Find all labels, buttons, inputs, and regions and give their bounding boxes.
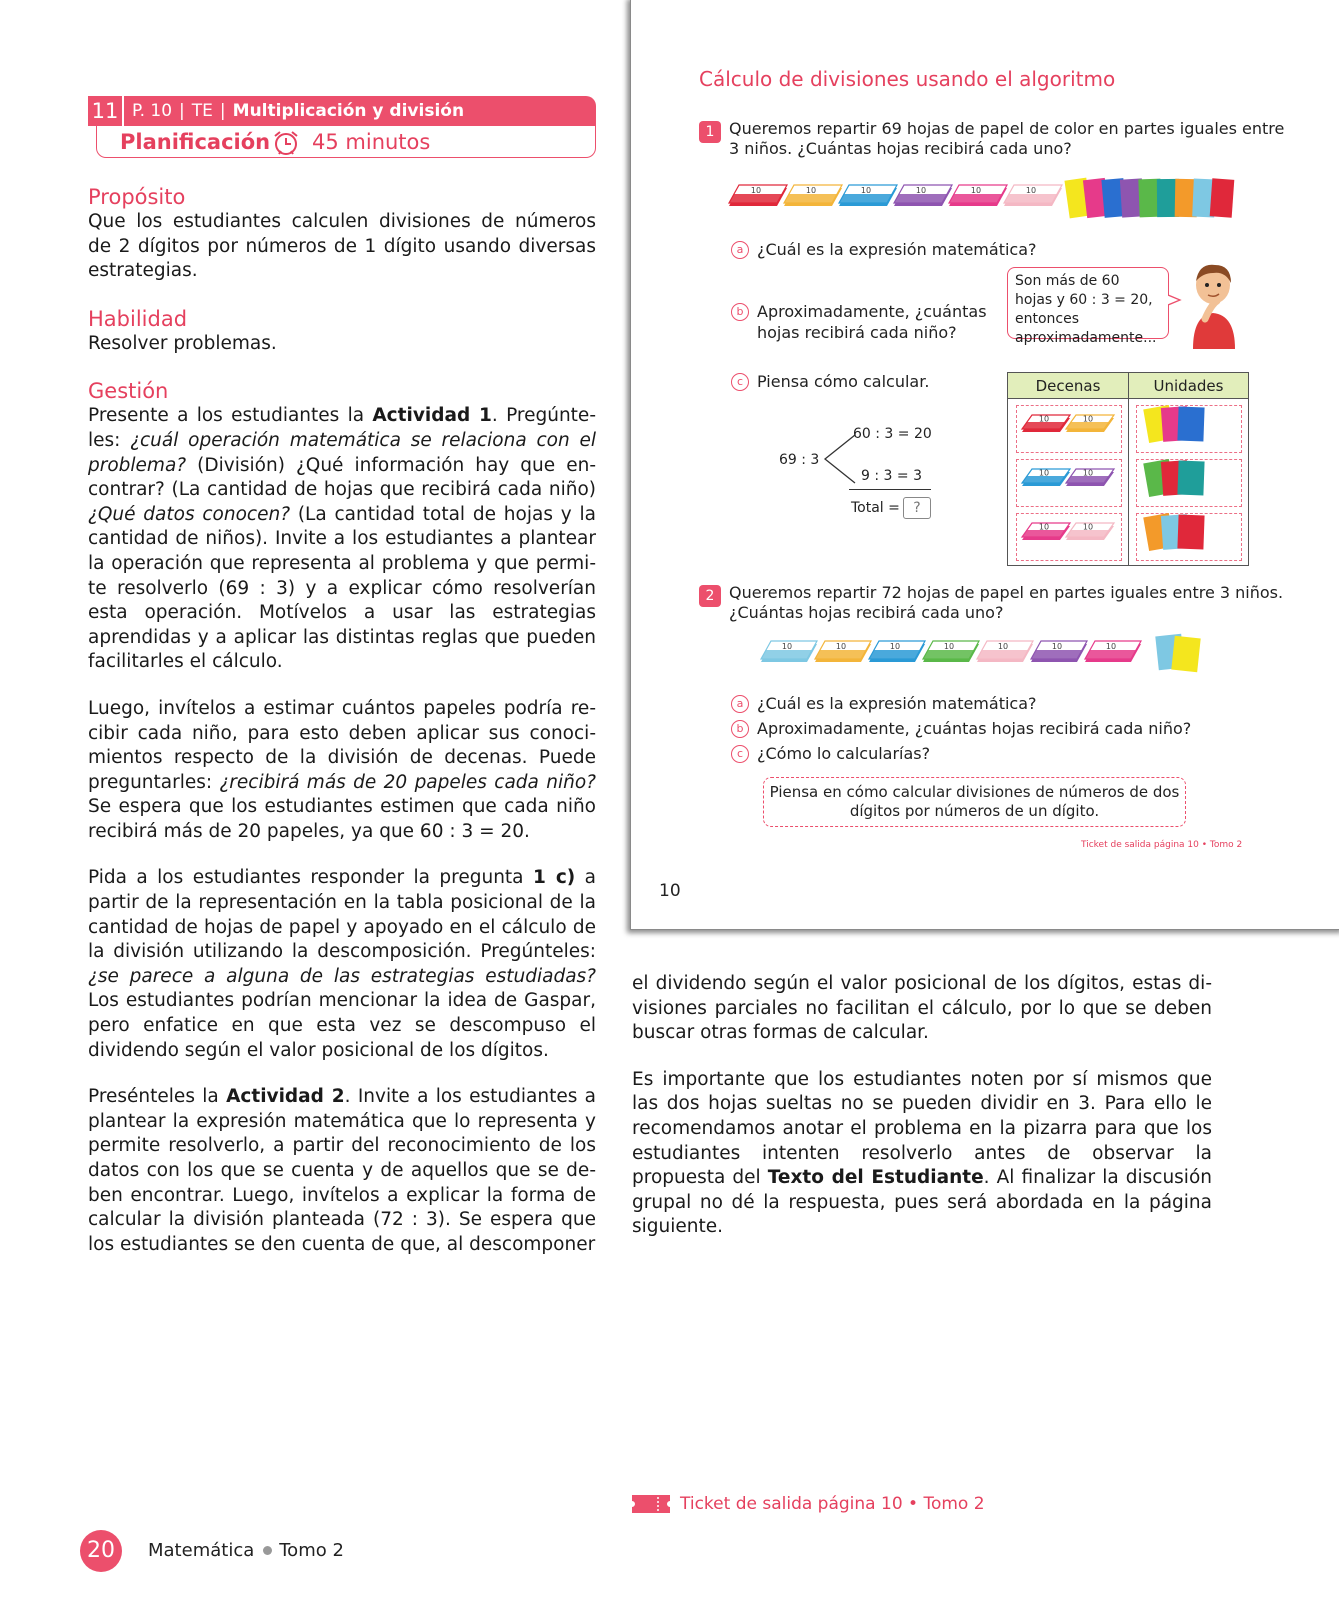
planning-label: Planificación bbox=[120, 130, 271, 154]
paper-sheet-icon bbox=[1177, 407, 1204, 442]
student-page-title: Cálculo de divisiones usando el algoritmo bbox=[699, 67, 1116, 91]
gestion-paragraph-3: Pida a los estudiantes responder la pregunta 1 c) a partir de la representación en la tabla posicional de la cantidad de hojas de papel y apoyado en el cálculo de la división utilizando la descomposición. Pregúnteles: ¿se parece a alguna de las estrategias estudiadas? Los estudiantes podrían mencionar la idea de Gaspar, pero enfatice en que esta vez se descompuso el dividendo según el valor posicional de los dígitos. bbox=[88, 867, 597, 1061]
page-number: 20 bbox=[80, 1530, 122, 1572]
gestion-paragraph-1: Presente a los estudiantes la Actividad 1. Pregúnteles: ¿cuál operación matemática se relaciona con el problema? (División) ¿Qué información hay que encontrar? (La cantidad de hojas que recibirá cada niño) ¿Qué datos conocen? (La cantidad total de hojas y la cantidad de niños). Invite a los estudiantes a plantear la operación que representa al problema y que permite resolverlo (69 : 3) y a explicar cómo resolverían esta operación. Motívelos a usar las estrategias aprendidas y a aplicar las distintas reglas que pueden facilitarles el cálculo. bbox=[88, 405, 596, 673]
exit-ticket-text: Ticket de salida página 10 • Tomo 2 bbox=[680, 1494, 985, 1514]
table-header-units: Unidades bbox=[1129, 373, 1248, 399]
thought-bubble: Son más de 60 hojas y 60 : 3 = 20, entonces aproximadamente... bbox=[1007, 267, 1169, 339]
planning-header bbox=[88, 96, 596, 162]
paper-pack-icon bbox=[869, 641, 925, 662]
paper-pack-icon bbox=[1022, 522, 1070, 540]
calc-unknown-box: ? bbox=[903, 497, 931, 519]
question-1-text: Queremos repartir 69 hojas de papel de color en partes iguales entre 3 niños. ¿Cuántas hojas recibirá cada uno? bbox=[729, 119, 1285, 158]
svg-text:10: 10 bbox=[750, 186, 762, 196]
book-ref: TE bbox=[191, 101, 213, 121]
paper-packs-row-2 bbox=[759, 633, 1219, 677]
svg-text:10: 10 bbox=[781, 642, 793, 652]
lesson-number: 11 bbox=[88, 96, 124, 126]
lesson-topic: Multiplicación y división bbox=[232, 101, 465, 121]
question-2b-text: Aproximadamente, ¿cuántas hojas recibirá cada niño? bbox=[757, 719, 1192, 738]
thinking-boy-icon bbox=[1187, 259, 1241, 349]
paper-pack-icon bbox=[1085, 641, 1141, 662]
sub-letter-1c: c bbox=[731, 373, 749, 391]
question-1c-text: Piensa cómo calcular. bbox=[757, 372, 930, 391]
continuation-paragraph-1: el dividendo según el valor posicional de los dígitos, estas divisiones parciales no facilitan el cálculo, por lo que se deben buscar otras formas de calcular. bbox=[632, 973, 1212, 1044]
table-paper-illustrations bbox=[1008, 373, 1248, 565]
svg-text:10: 10 bbox=[997, 642, 1009, 652]
paper-pack-icon bbox=[1066, 522, 1114, 540]
paper-sheet-icon bbox=[1177, 515, 1204, 550]
lesson-meta: P. 10 | TE | Multiplicación y división bbox=[132, 101, 465, 121]
student-page-thumbnail bbox=[630, 0, 1339, 930]
page-ref: P. 10 bbox=[132, 101, 173, 121]
paper-pack-icon bbox=[1022, 468, 1070, 486]
proposito-text: Que los estudiantes calculen divisiones de números de 2 dígitos por números de 1 dígito usando diversas estrategias. bbox=[88, 211, 596, 282]
question-2-text: Queremos repartir 72 hojas de papel en partes iguales entre 3 niños. ¿Cuántas hojas recibirá cada uno? bbox=[729, 583, 1284, 622]
svg-text:10: 10 bbox=[1051, 642, 1063, 652]
habilidad-text: Resolver problemas. bbox=[88, 332, 277, 354]
svg-text:10: 10 bbox=[1038, 468, 1050, 478]
calc-line-1: 60 : 3 = 20 bbox=[853, 426, 932, 442]
footer-volume: Tomo 2 bbox=[279, 1540, 344, 1561]
calc-total-label: Total = bbox=[851, 500, 900, 516]
sub-letter-2c: c bbox=[731, 745, 749, 763]
svg-text:10: 10 bbox=[805, 186, 817, 196]
ticket-icon bbox=[632, 1495, 670, 1513]
question-2c-text: ¿Cómo lo calcularías? bbox=[757, 744, 931, 763]
svg-text:10: 10 bbox=[1082, 414, 1094, 424]
svg-text:10: 10 bbox=[1082, 522, 1094, 532]
section-title-gestion: Gestión bbox=[88, 379, 169, 404]
gestion-paragraph-4: Presénteles la Actividad 2. Invite a los estudiantes a plantear la expresión matemática que lo representa y permite resolverlo, a partir del reconocimiento de los datos con los que se cuenta y de aquellos que se deben encontrar. Luego, invítelos a explicar la forma de calcular la división planteada (72 : 3). Se espera que los estudiantes se den cuenta de que, al descomponer bbox=[88, 1086, 596, 1255]
paper-pack-icon bbox=[761, 641, 817, 662]
section-title-proposito: Propósito bbox=[88, 185, 186, 209]
paper-pack-icon bbox=[1022, 414, 1070, 432]
paper-pack-icon bbox=[894, 185, 952, 206]
paper-sheet-icon bbox=[1171, 636, 1200, 673]
calc-dividend: 69 : 3 bbox=[779, 452, 820, 468]
paper-sheet-icon bbox=[1210, 178, 1235, 217]
paper-pack-icon bbox=[784, 185, 842, 206]
svg-text:10: 10 bbox=[889, 642, 901, 652]
teacher-guide-column bbox=[88, 184, 596, 1257]
bubble-pointer-icon bbox=[1168, 293, 1182, 307]
svg-text:10: 10 bbox=[835, 642, 847, 652]
place-value-table bbox=[1007, 372, 1249, 566]
paper-packs-row-1 bbox=[727, 177, 1247, 221]
student-page-number: 10 bbox=[659, 881, 681, 901]
svg-text:10: 10 bbox=[915, 186, 927, 196]
gestion-paragraph-2: Luego, invítelos a estimar cuántos papeles podría recibir cada niño, para esto deben aplicar sus conocimientos respecto de la división de decenas. Puede preguntarles: ¿recibirá más de 20 papeles cada niño? Se espera que los estudiantes estimen que cada niño recibirá más de 20 papeles, ya que 60 : 3 = 20. bbox=[88, 697, 596, 842]
calc-line-2: 9 : 3 = 3 bbox=[861, 468, 922, 484]
paper-pack-icon bbox=[1031, 641, 1087, 662]
svg-text:10: 10 bbox=[1105, 642, 1117, 652]
question-1a-text: ¿Cuál es la expresión matemática? bbox=[757, 240, 1037, 259]
continuation-paragraph-2: Es importante que los estudiantes noten por sí mismos que las dos hojas sueltas no se pueden dividir en 3. Para ello le recomendamos anotar el problema en la pizarra para que los estudiantes intenten resolverlo antes de observar la propuesta del Texto del Estudiante. Al finalizar la discusión grupal no dé la respuesta, pues será abordada en la página siguiente. bbox=[632, 1068, 1212, 1238]
svg-text:10: 10 bbox=[860, 186, 872, 196]
paper-pack-icon bbox=[1066, 468, 1114, 486]
svg-text:10: 10 bbox=[943, 642, 955, 652]
section-title-habilidad: Habilidad bbox=[88, 306, 188, 331]
footer-book-info bbox=[148, 1539, 344, 1563]
paper-pack-icon bbox=[1004, 185, 1062, 206]
paper-pack-icon bbox=[977, 641, 1033, 662]
paper-sheet-icon bbox=[1177, 461, 1204, 496]
calc-sum-line bbox=[849, 489, 931, 490]
paper-pack-icon bbox=[949, 185, 1007, 206]
paper-pack-icon bbox=[815, 641, 871, 662]
svg-text:10: 10 bbox=[1038, 414, 1050, 424]
table-header-tens: Decenas bbox=[1008, 373, 1128, 399]
paper-pack-icon bbox=[923, 641, 979, 662]
teacher-guide-continuation bbox=[632, 972, 1212, 1240]
paper-pack-icon bbox=[1066, 414, 1114, 432]
hint-box: Piensa en cómo calcular divisiones de números de dos dígitos por números de un dígito. bbox=[763, 777, 1186, 827]
paper-pack-icon bbox=[839, 185, 897, 206]
sub-letter-2a: a bbox=[731, 695, 749, 713]
sub-letter-1b: b bbox=[731, 303, 749, 321]
question-1-badge: 1 bbox=[699, 121, 721, 143]
svg-text:10: 10 bbox=[1025, 186, 1037, 196]
svg-text:10: 10 bbox=[970, 186, 982, 196]
svg-text:10: 10 bbox=[1038, 522, 1050, 532]
question-1b-text: Aproximadamente, ¿cuántas hojas recibirá cada niño? bbox=[757, 302, 987, 342]
planning-duration: 45 minutos bbox=[312, 130, 431, 154]
ticket-note-small: Ticket de salida página 10 • Tomo 2 bbox=[1081, 840, 1243, 850]
sub-letter-1a: a bbox=[731, 241, 749, 259]
footer-subject: Matemática bbox=[148, 1540, 255, 1561]
svg-text:10: 10 bbox=[1082, 468, 1094, 478]
question-2-badge: 2 bbox=[699, 585, 721, 607]
alarm-clock-icon bbox=[270, 129, 302, 157]
question-2a-text: ¿Cuál es la expresión matemática? bbox=[757, 694, 1037, 713]
paper-pack-icon bbox=[729, 185, 787, 206]
sub-letter-2b: b bbox=[731, 720, 749, 738]
